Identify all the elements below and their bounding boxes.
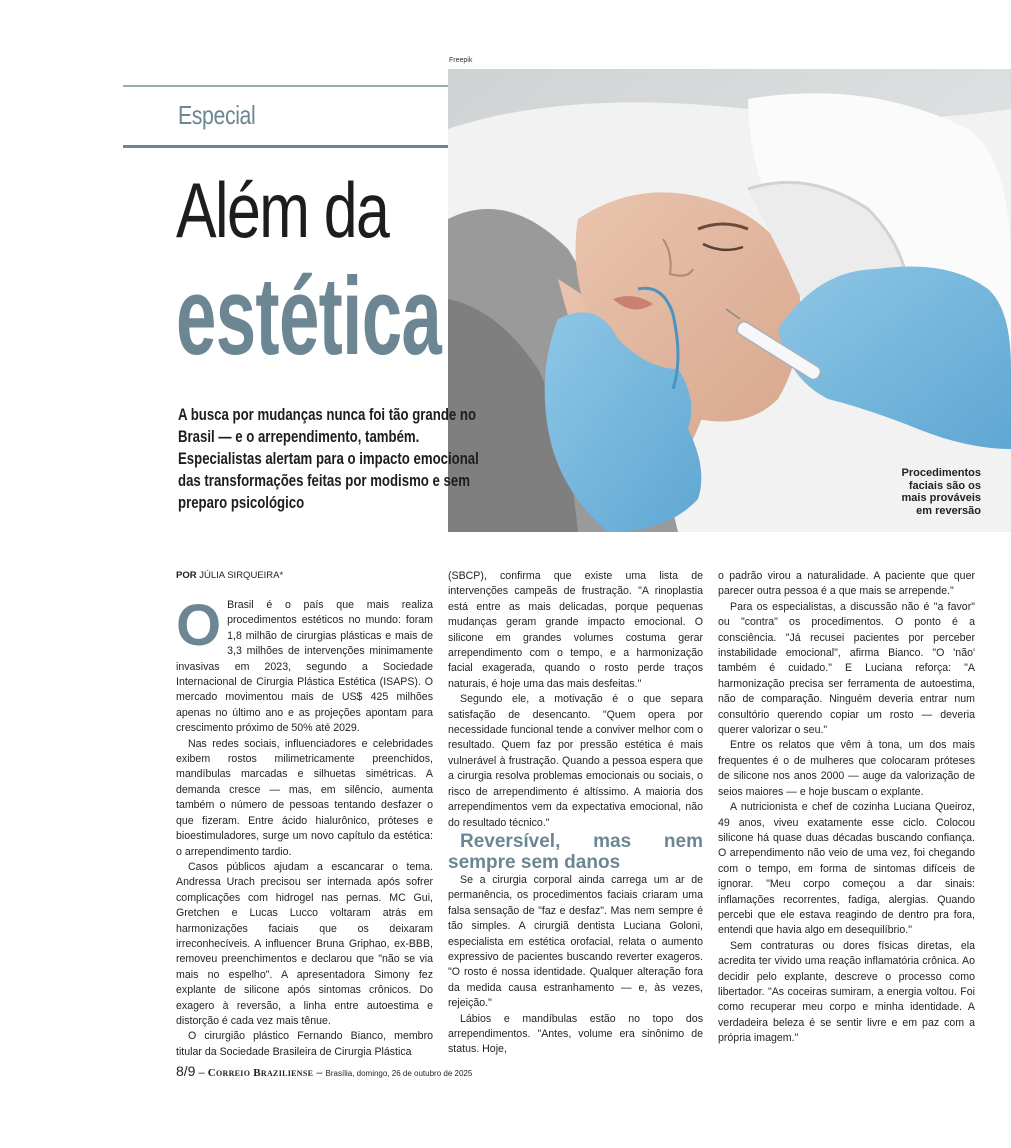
photo-caption	[902, 467, 982, 517]
footer-dash: –	[316, 1067, 323, 1079]
caption-line: faciais são os	[908, 479, 981, 492]
paragraph: Se a cirurgia corporal ainda carrega um ar de permanência, os procedimentos faciais criaram uma falsa sensação de "faz e desfaz". Mas nem sempre é tão simples. A cirurgiã dentista Luciana Goloni, especialista em estética orofacial, relata o aumento expressivo de pacientes buscando reverter exageros. "O rosto é nossa identidade. Qualquer alteração fora da medida causa estranhamento — e, às vezes, rejeição."	[448, 873, 703, 1010]
byline-prefix: POR	[176, 570, 197, 581]
page-numbers: 8/9	[176, 1063, 196, 1079]
subheading: Reversível, mas nem sempre sem danos	[448, 830, 703, 873]
article-column-1	[176, 593, 433, 1060]
deck-text: A busca por mudanças nunca foi tão grande no Brasil — e o arrependimento, também. Especialistas alertam para o impacto emocional das transformações feitas por modismo e sem preparo psicológico	[178, 406, 479, 512]
footer-dash: –	[198, 1067, 205, 1079]
headline-line-2: estética	[176, 255, 442, 378]
caption-line: mais prováveis	[901, 492, 981, 504]
photo-credit: Freepik	[449, 57, 473, 64]
byline-author: JÚLIA SIRQUEIRA*	[199, 570, 284, 581]
drop-cap: O	[176, 593, 222, 658]
section-label: Especial	[178, 100, 256, 130]
paragraph: Brasil é o país que mais realiza procedimentos estéticos no mundo: foram 1,8 milhão de cirurgias plásticas e mais de 3,3 milhões de intervenções minimamente invasivas em 2023, segundo a Sociedade Internacional de Cirurgia Plástica Estética (ISAPS). O mercado movimentou mais de US$ 425 milhões apenas no último ano e as projeções apontam para crescimento próximo de 50% até 2029.	[176, 599, 433, 735]
paragraph: Para os especialistas, a discussão não é "a favor" ou "contra" os procedimentos. O ponto é a consciência. "Já recusei pacientes por perceber instabilidade emocional", afirma Bianco. "O 'não' também é cuidado." E Luciana reforça: "A harmonização precisa ser ferramenta de autoestima, não de comparação. Ninguém deveria entrar num consultório querendo copiar um rosto — deveria querer valorizar o seu."	[718, 600, 975, 737]
paragraph: Segundo ele, a motivação é o que separa satisfação de desencanto. "Quem opera por necessidade funcional tende a conviver melhor com o resultado. Quem faz por pressão estética é mais vulnerável à frustração. Quando a pessoa espera que a cirurgia resolva problemas emocionais ou sociais, o risco de arrependimento é altíssimo. A maioria dos arrependimentos vem da expectativa emocional, não do resultado técnico."	[448, 693, 703, 829]
paragraph: (SBCP), confirma que existe uma lista de intervenções campeãs de frustração. "A rinoplastia está entre as mais delicadas, porque pequenas mudanças geram grande impacto emocional. O silicone em grandes volumes costuma gerar arrependimento com o tempo, e a harmonização facial exagerada, quando o rosto perde traços naturais, é hoje uma das mais desfeitas."	[448, 570, 703, 690]
edition-date: Brasília, domingo, 26 de outubro de 2025	[325, 1069, 473, 1078]
paragraph: Sem contraturas ou dores físicas diretas, ela acredita ter vivido uma reação inflamatória crônica. Ao decidir pelo explante, descreve o processo como libertador. "As coceiras sumiram, a energia voltou. Foi como recuperar meu corpo e minha identidade. A verdadeira beleza é se sentir livre e em paz com a própria imagem."	[718, 939, 975, 1045]
paragraph: O cirurgião plástico Fernando Bianco, membro titular da Sociedade Brasileira de Cirurgia Plástica	[176, 1030, 433, 1058]
article-column-3	[718, 569, 975, 1047]
deck	[178, 404, 479, 514]
headline-line-1: Além da	[176, 166, 389, 254]
byline	[176, 570, 283, 581]
section-rule-top	[123, 85, 448, 87]
paragraph: o padrão virou a naturalidade. A paciente que quer parecer outra pessoa é a que mais se arrepende."	[718, 570, 975, 598]
caption-line: Procedimentos	[901, 467, 981, 479]
newspaper-name: Correio Braziliense	[207, 1067, 314, 1079]
hero-photo	[448, 69, 1011, 532]
paragraph: A nutricionista e chef de cozinha Luciana Queiroz, 49 anos, viveu exatamente esse ciclo. Colocou silicone há quase duas décadas buscando confiança. O arrependimento não veio de uma vez, foi chegando com o tempo, em forma de sintomas difíceis de ignorar. "Meu corpo começou a dar sinais: inflamações recorrentes, fadiga, alergias. Quando percebi que ele estava reagindo de dentro pra fora, entendi que havia algo em desequilíbrio."	[718, 801, 975, 937]
facial-procedure-illustration	[448, 69, 1011, 532]
paragraph: Entre os relatos que vêm à tona, um dos mais frequentes é o de mulheres que colocaram próteses de silicone nos anos 2000 — auge da valorização de seios maiores — e hoje buscam o explante.	[718, 739, 975, 798]
paragraph: Casos públicos ajudam a escancarar o tema. Andressa Urach precisou ser internada após sofrer complicações com hidrogel nas pernas. MC Gui, Gretchen e Lucas Lucco voltaram atrás em harmonizações faciais que os deixaram irreconhecíveis. A influencer Bruna Griphao, ex-BBB, removeu preenchimentos e declarou que "não se via mais no espelho". A apresentadora Simony fez explante de silicone após sintomas crônicos. Do exagero à reversão, a linha entre autoestima e distorção é cada vez mais tênue.	[176, 860, 433, 1027]
paragraph: Nas redes sociais, influenciadores e celebridades exibem rostos milimetricamente preenchidos, mandíbulas marcadas e silhuetas simétricas. A demanda cresce — mas, em silêncio, aumenta também o número de pessoas tentando desfazer o que fizeram. Entre ácido hialurônico, próteses e bioestimuladores, surge um novo capítulo da estética: o arrependimento tardio.	[176, 737, 433, 858]
article-column-2	[448, 569, 703, 1058]
page-footer	[176, 1063, 472, 1079]
section-rule-bottom	[123, 145, 448, 148]
paragraph: Lábios e mandíbulas estão no topo dos arrependimentos. "Antes, volume era sinônimo de status. Hoje,	[448, 1012, 703, 1056]
caption-line: em reversão	[916, 504, 981, 517]
